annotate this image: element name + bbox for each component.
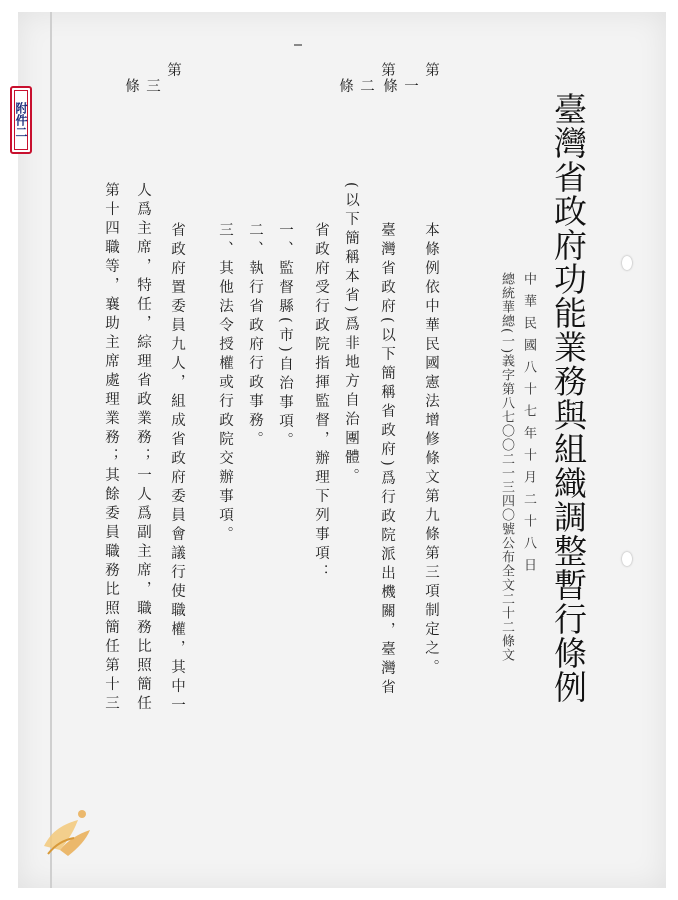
punch-hole [622,552,632,566]
archive-logo-icon [34,800,98,864]
punch-hole [622,256,632,270]
article-2-line-6: 三、其他法令授權或行政院交辦事項。 [217,222,233,545]
document-title: 臺灣省政府功能業務與組織調整暫行條例 [549,92,588,704]
article-2-line-3: 省政府受行政院指揮監督，辦理下列事項： [313,222,329,583]
attachment-stamp [10,86,32,154]
promulgation-reference: 總統華總(一)義字第八七〇〇二一三四〇號公布全文二十二條文 [499,272,514,663]
article-3-label: 第 三 條 [123,62,181,93]
article-3-line-1: 省政府置委員九人，組成省政府委員會議行使職權，其中一 [169,222,185,716]
article-2-line-4: 一、監督縣(市)自治事項。 [277,222,293,452]
article-1-label: 第 一 條 [381,62,439,93]
binding-line [50,12,52,888]
scan-mark [294,44,302,46]
article-2-line-2: (以下簡稱本省)爲非地方自治團體。 [343,182,359,488]
archive-logo [34,800,98,868]
attachment-stamp-label: 附件二 [14,90,28,150]
article-2-line-5: 二、執行省政府行政事務。 [247,222,263,450]
article-3-line-2: 人爲主席，特任，綜理省政業務；一人爲副主席，職務比照簡任 [135,182,151,714]
article-1-line-1: 本條例依中華民國憲法增修條文第九條第三項制定之。 [423,222,439,678]
article-3-line-3: 第十四職等，襄助主席處理業務；其餘委員職務比照簡任第十三 [103,182,119,714]
article-2-line-1: 臺灣省政府(以下簡稱省政府)爲行政院派出機關，臺灣省 [379,222,395,699]
article-2-label: 第 二 條 [337,62,395,93]
promulgation-date: 中華民國八十七年十月二十八日 [521,272,536,580]
